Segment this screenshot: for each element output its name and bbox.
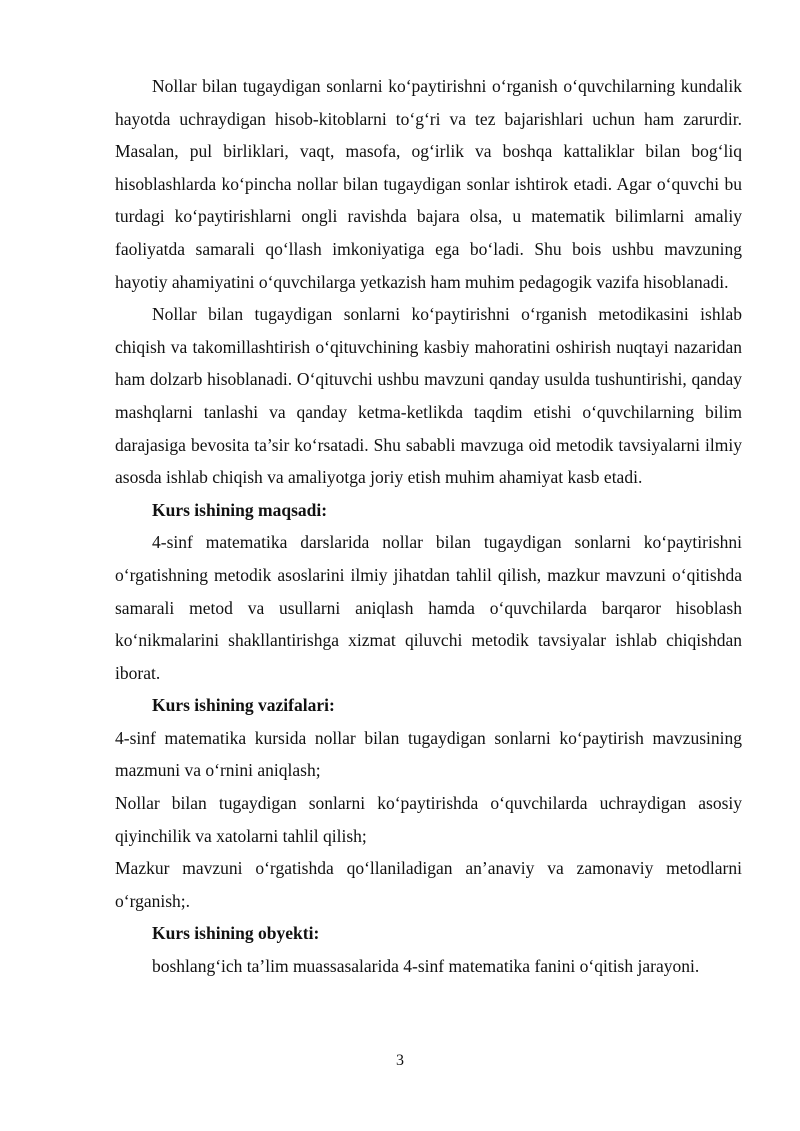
task-item-2: Nollar bilan tugaydigan sonlarni ko‘paytirishda o‘quvchilarda uchraydigan asosiy qiyinchilik va xatolarni tahlil qilish; bbox=[115, 793, 742, 846]
task-item-1: 4-sinf matematika kursida nollar bilan tugaydigan sonlarni ko‘paytirish mavzusining mazmuni va o‘rnini aniqlash; bbox=[115, 727, 742, 781]
paragraph-relevance-practical: Nollar bilan tugaydigan sonlarni ko‘paytirishni o‘rganish o‘quvchilarning kundalik hayotda uchraydigan hisob-kitoblarni to‘g‘ri va tez bajarishlari uchun ham zarurdir. Masalan, pul birliklari, vaqt, masofa, og‘irlik va boshqa kattaliklar bilan bog‘liq hisoblashlarda ko‘pincha nollar bilan tugaydigan sonlar ishtirok etadi. Agar o‘quvchi bu turdagi ko‘paytirishlarni ongli ravishda bajara olsa, u matematik bilimlarni amaliy faoliyatda samarali qo‘llash imkoniyatiga ega bo‘ladi. Shu bois ushbu mavzuning hayotiy ahamiyatini o‘quvchilarga yetkazish ham muhim pedagogik vazifa hisoblanadi. bbox=[115, 76, 742, 292]
paragraph-object: boshlang‘ich ta’lim muassasalarida 4-sinf matematika fanini o‘qitish jarayoni. bbox=[152, 956, 700, 977]
heading-goal: Kurs ishining maqsadi: bbox=[152, 499, 328, 520]
task-item-3: Mazkur mavzuni o‘rgatishda qo‘llaniladigan an’anaviy va zamonaviy metodlarni o‘rganish;. bbox=[115, 858, 742, 911]
paragraph-goal: 4-sinf matematika darslarida nollar bilan tugaydigan sonlarni ko‘paytirishni o‘rgatishning metodik asoslarini ilmiy jihatdan tahlil qilish, mazkur mavzuni o‘qitishda samarali metod va usullarni aniqlash hamda o‘quvchilarda barqaror hisoblash ko‘nikmalarini shakllantirishga xizmat qiluvchi metodik tavsiyalar ishlab chiqishdan iborat. bbox=[115, 532, 742, 683]
heading-object: Kurs ishining obyekti: bbox=[152, 923, 320, 944]
document-page bbox=[115, 70, 742, 983]
heading-tasks: Kurs ishining vazifalari: bbox=[152, 695, 335, 716]
paragraph-relevance-methodical: Nollar bilan tugaydigan sonlarni ko‘paytirishni o‘rganish metodikasini ishlab chiqish va takomillashtirish o‘qituvchining kasbiy mahoratini oshirish nuqtayi nazaridan ham dolzarb hisoblanadi. O‘qituvchi ushbu mavzuni qanday usulda tushuntirishi, qanday mashqlarni tanlashi va qanday ketma-ketlikda taqdim etishi o‘quvchilarning bilim darajasiga bevosita ta’sir ko‘rsatadi. Shu sababli mavzuga oid metodik tavsiyalarni ilmiy asosda ishlab chiqish va amaliyotga joriy etish muhim ahamiyat kasb etadi. bbox=[115, 304, 742, 488]
page-number: 3 bbox=[396, 1052, 404, 1069]
